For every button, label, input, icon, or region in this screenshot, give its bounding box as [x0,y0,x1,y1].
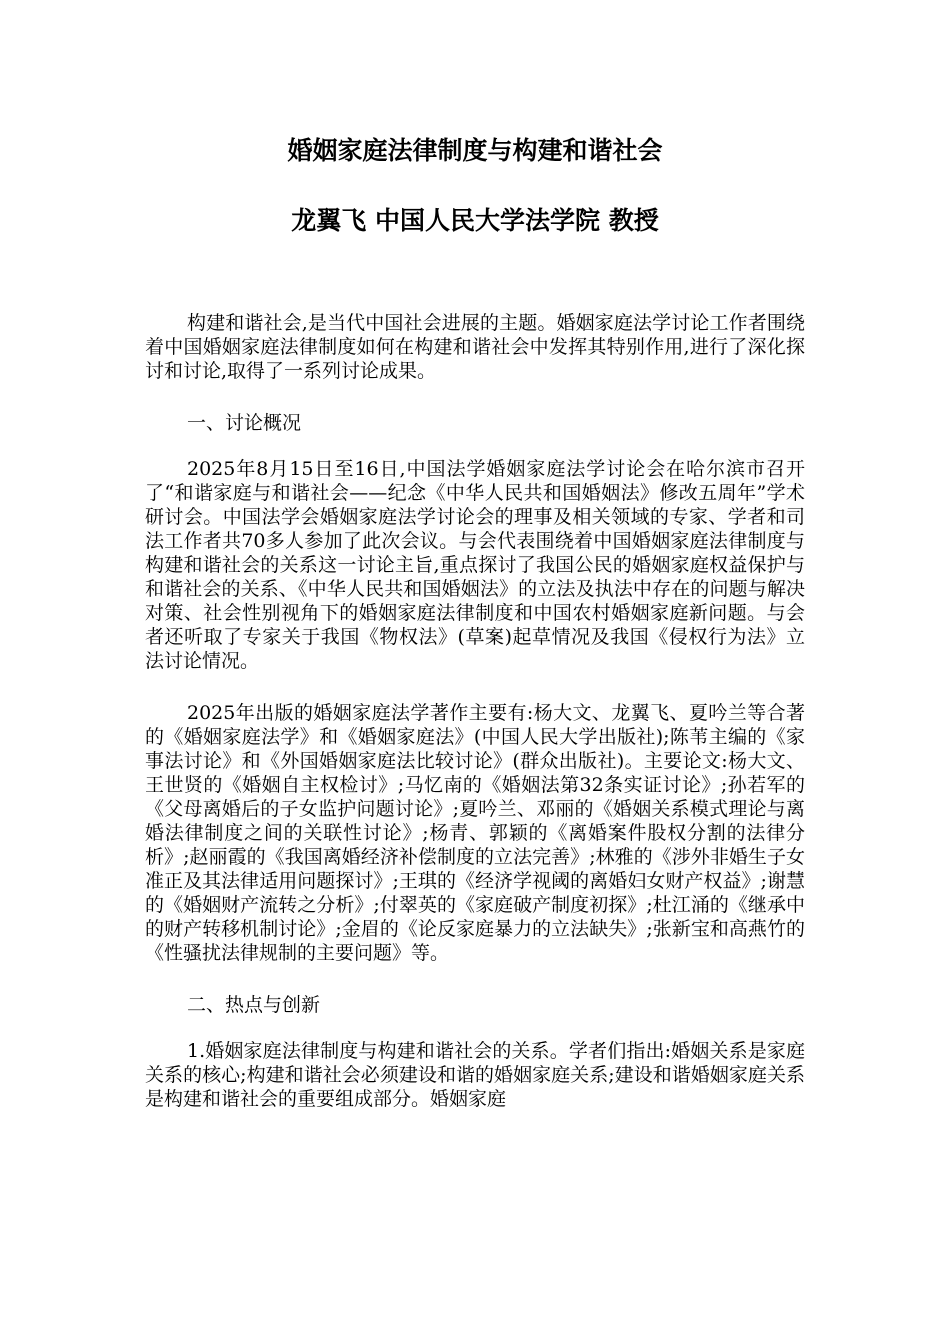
document-body [145,311,805,1139]
paragraph-relationship: 1.婚姻家庭法律制度与构建和谐社会的关系。学者们指出:婚姻关系是家庭关系的核心;构建和谐社会必须建设和谐的婚姻家庭关系;建设和谐婚姻家庭关系是构建和谐社会的重要组成部分。婚姻家庭 [145,1040,805,1110]
document-title: 婚姻家庭法律制度与构建和谐社会 [287,136,663,165]
author-line: 龙翼飞 中国人民大学法学院 教授 [291,206,659,235]
paragraph-publications: 2025年出版的婚姻家庭法学著作主要有:杨大文、龙翼飞、夏吟兰等合著的《婚姻家庭法学》和《婚姻家庭法》(中国人民大学出版社);陈苇主编的《家事法讨论》和《外国婚姻家庭法比较讨论》(群众出版社)。主要论文:杨大文、王世贤的《婚姻自主权检讨》;马忆南的《婚姻法第32条实证讨论》;孙若军的《父母离婚后的子女监护问题讨论》;夏吟兰、邓丽的《婚姻关系模式理论与离婚法律制度之间的关联性讨论》;杨青、郭颖的《离婚案件股权分割的法律分析》;赵丽霞的《我国离婚经济补偿制度的立法完善》;林雅的《涉外非婚生子女准正及其法律适用问题探讨》;王琪的《经济学视阈的离婚妇女财产权益》;谢慧的《婚姻财产流转之分析》;付翠英的《家庭破产制度初探》;杜江涌的《继承中的财产转移机制讨论》;金眉的《论反家庭暴力的立法缺失》;张新宝和高燕竹的《性骚扰法律规制的主要问题》等。 [145,702,805,964]
paragraph-conference: 2025年8月15日至16日,中国法学婚姻家庭法学讨论会在哈尔滨市召开了“和谐家庭与和谐社会——纪念《中华人民共和国婚姻法》修改五周年”学术研讨会。中国法学会婚姻家庭法学讨论会的理事及相关领域的专家、学者和司法工作者共70多人参加了此次会议。与会代表围绕着中国婚姻家庭法律制度与构建和谐社会的关系这一讨论主旨,重点探讨了我国公民的婚姻家庭权益保护与和谐社会的关系、《中华人民共和国婚姻法》的立法及执法中存在的问题与解决对策、社会性别视角下的婚姻家庭法律制度和中国农村婚姻家庭新问题。与会者还听取了专家关于我国《物权法》(草案)起草情况及我国《侵权行为法》立法讨论情况。 [145,458,805,672]
intro-paragraph: 构建和谐社会,是当代中国社会进展的主题。婚姻家庭法学讨论工作者围绕着中国婚姻家庭法律制度如何在构建和谐社会中发挥其特别作用,进行了深化探讨和讨论,取得了一系列讨论成果。 [145,312,805,382]
section-heading-overview: 一、讨论概况 [187,412,302,434]
section-heading-hotspots: 二、热点与创新 [187,994,321,1016]
